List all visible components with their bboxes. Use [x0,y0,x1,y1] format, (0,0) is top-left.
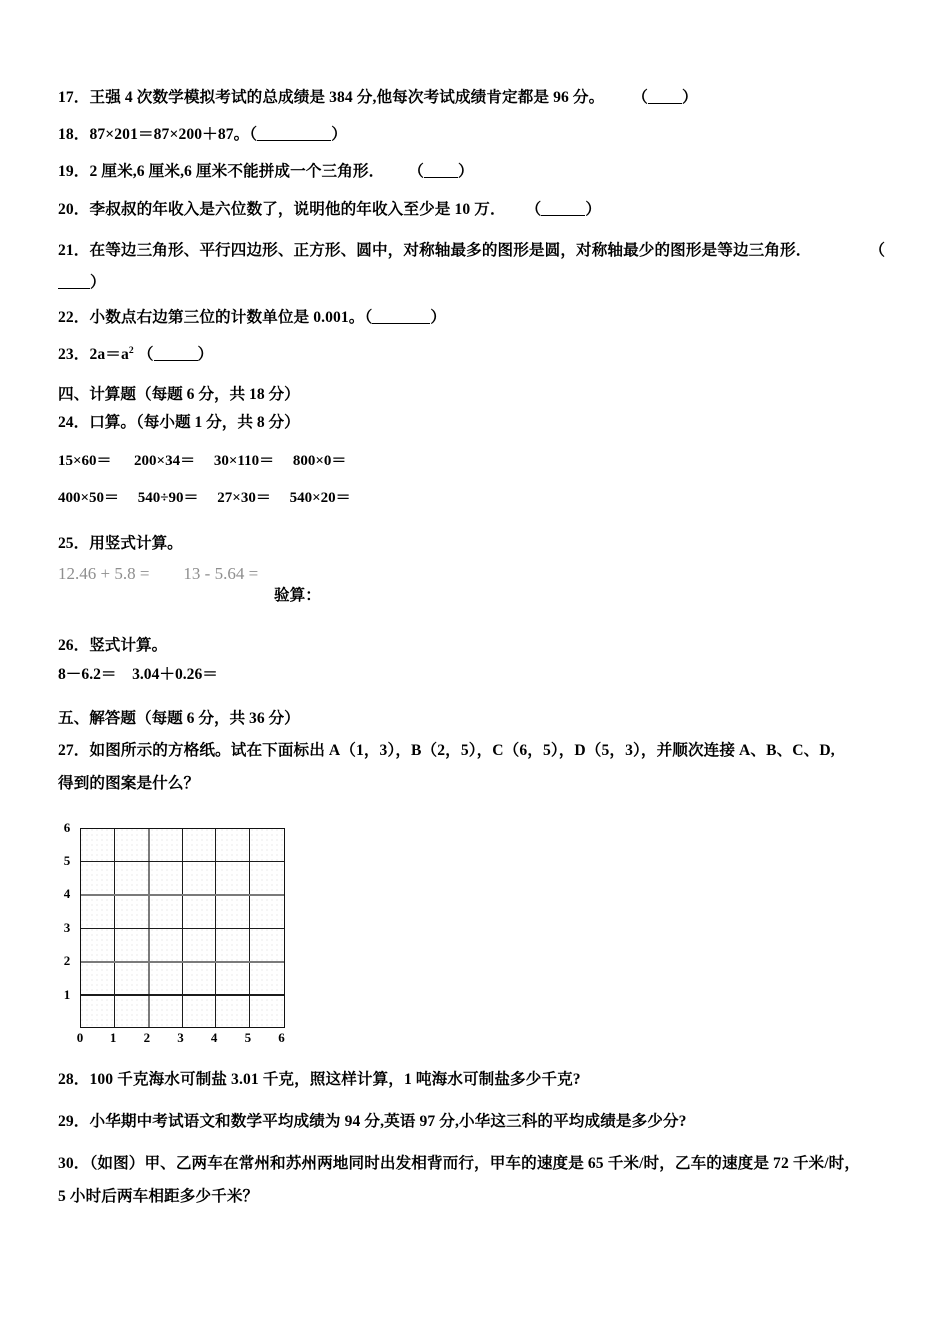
question-22-text: 小数点右边第三位的计数单位是 0.001。 [89,309,365,327]
question-26-title: 竖式计算。 [89,636,168,654]
gridline-horizontal-2 [81,961,284,963]
question-23-answer-blank[interactable] [154,360,198,361]
question-23-number: 23． [58,346,90,364]
question-21-number: 21． [58,241,90,259]
question-24-title: 口算。（每小题 1 分，共 8 分） [89,414,300,432]
question-26-number: 26． [58,636,90,654]
y-axis-tick-5: 5 [63,852,71,868]
question-25-title: 用竖式计算。 [89,534,183,552]
question-25-title-line [58,532,898,555]
question-17-text: 王强 4 次数学模拟考试的总成绩是 384 分,他每次考试成绩肯定都是 96 分。 [89,89,605,106]
question-27 [58,735,898,800]
question-17: 17．王强 4 次数学模拟考试的总成绩是 384 分,他每次考试成绩肯定都是 96 分。 （ ） [58,89,698,106]
y-axis-tick-1: 1 [63,986,71,1002]
question-28-text: 100 千克海水可制盐 3.01 千克，照这样计算，1 吨海水可制盐多少千克? [89,1070,581,1088]
question-24-row-2: 400×50＝ 540÷90＝ 27×30＝ 540×20＝ [58,489,351,506]
question-25-expressions: 12.46 + 5.8 = 13 - 5.64 = [58,564,259,584]
question-21-answer-blank-part1[interactable] [58,288,74,289]
question-21: 21．在等边三角形、平行四边形、正方形、圆中，对称轴最多的图形是圆，对称轴最少的图形是等边三角形． （） [58,241,886,292]
question-22-answer-blank[interactable] [372,323,430,324]
question-24-row-1: 15×60＝ 200×34＝ 30×110＝ 800×0＝ [58,452,347,469]
question-21-text: 在等边三角形、平行四边形、正方形、圆中，对称轴最多的图形是圆，对称轴最少的图形是等边三角形． [89,241,812,259]
x-axis-tick-5: 5 [244,1029,252,1045]
x-axis-tick-2: 2 [143,1029,151,1045]
y-axis-tick-2: 2 [63,953,71,969]
question-18-text: 87×201＝87×200＋87。 [89,126,250,144]
question-20-number: 20． [58,200,90,218]
question-29 [58,1110,898,1134]
question-21-answer-blank-part2[interactable] [74,288,90,289]
section-four-heading: 四、计算题（每题 6 分，共 18 分） [58,386,300,404]
question-18: 18．87×201＝87×200＋87。（ ） [58,126,347,144]
question-19: 19．2 厘米,6 厘米,6 厘米不能拼成一个三角形． （ ） [58,163,474,181]
question-23: 23．$2a=a^2$ （ ） [58,345,214,364]
x-axis-tick-6: 6 [278,1029,285,1045]
question-29-text: 小华期中考试语文和数学平均成绩为 94 分,英语 97 分,小华这三科的平均成绩是多少分? [89,1113,687,1131]
y-axis-tick-6: 6 [63,819,71,835]
question-27-line-1: 如图所示的方格纸。试在下面标出 A（1，3），B（2，5），C（6，5），D（5，3），并顺次连接 A、B、C、D, [89,742,835,760]
question-19-answer-blank[interactable] [424,177,458,178]
question-20: 20．李叔叔的年收入是六位数了，说明他的年收入至少是 10 万． （ ） [58,200,602,218]
question-18-answer-blank[interactable] [257,140,331,141]
exam-content [58,86,898,1220]
question-22-number: 22． [58,309,90,327]
question-30 [58,1148,898,1213]
question-23-text-base: 2a＝a [89,346,129,364]
coordinate-grid-figure [58,819,338,1044]
x-axis-tick-0: 0 [76,1029,84,1045]
question-24-title-line [58,411,898,434]
question-25-verify-label: 验算： [274,587,321,605]
x-axis-tick-1: 1 [109,1029,117,1045]
question-28-number: 28． [58,1070,90,1088]
x-axis-tick-3: 3 [177,1029,184,1045]
question-17-number: 17． [58,89,90,106]
section-five-heading: 五、解答题（每题 6 分，共 36 分） [58,709,300,727]
x-axis-tick-4: 4 [210,1029,218,1045]
question-29-number: 29． [58,1113,90,1131]
gridline-horizontal-1 [81,994,284,995]
question-30-number: 30． [58,1155,90,1173]
question-28 [58,1068,898,1092]
y-axis-tick-4: 4 [63,886,71,902]
question-19-text: 2 厘米,6 厘米,6 厘米不能拼成一个三角形． [89,163,385,181]
question-20-answer-blank[interactable] [541,215,585,216]
question-19-number: 19． [58,163,90,181]
gridline-horizontal-4 [81,894,284,896]
question-22: 22．小数点右边第三位的计数单位是 0.001。（ ） [58,309,447,327]
question-27-line-2: 得到的图案是什么？ [58,774,200,792]
question-17-answer-blank[interactable] [648,103,682,104]
question-24-number: 24． [58,414,90,432]
question-26-title-line [58,634,898,657]
question-30-line-1: （如图）甲、乙两车在常州和苏州两地同时出发相背而行，甲车的速度是 65 千米/时，乙车的速度是 72 千米/时， [89,1155,861,1173]
grid-plot-area[interactable] [80,828,285,1028]
question-27-number: 27． [58,742,90,760]
question-23-exponent: 2 [128,345,134,357]
question-30-line-2: 5 小时后两车相距多少千米？ [58,1187,259,1205]
question-26-expressions: 8－6.2＝ 3.04＋0.26＝ [58,666,218,684]
question-20-text: 李叔叔的年收入是六位数了，说明他的年收入至少是 10 万． [89,200,506,218]
gridline-horizontal-3 [81,928,284,929]
y-axis-tick-3: 3 [63,919,71,935]
gridline-horizontal-5 [81,861,284,862]
question-25-number: 25． [58,534,90,552]
question-18-number: 18． [58,126,90,144]
